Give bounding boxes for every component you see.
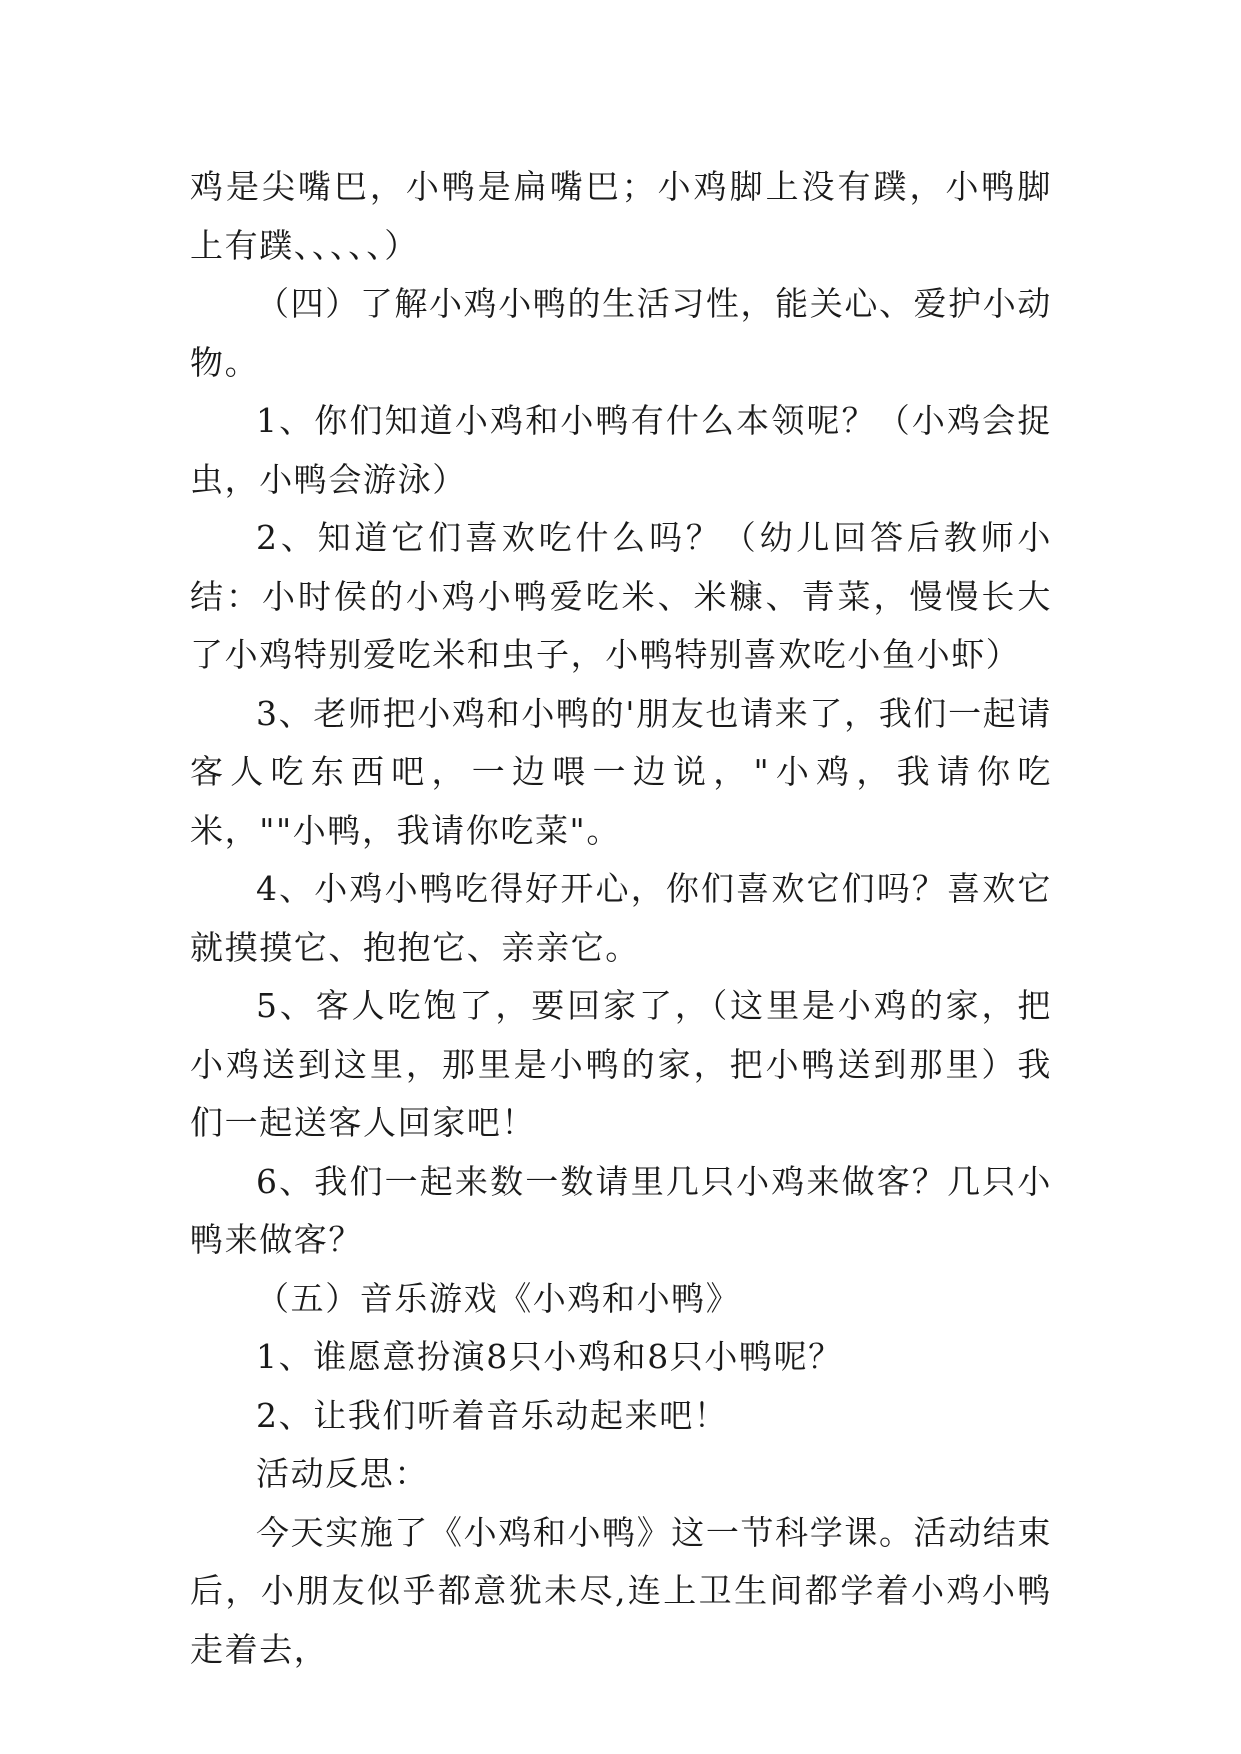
reflection-heading: 活动反思：	[256, 1454, 429, 1493]
section-heading: （四）了解小鸡小鸭的生活习性，能关心、爱护小动物。	[190, 284, 1052, 382]
paragraph: 今天实施了《小鸡和小鸭》这一节科学课。活动结束后，小朋友似乎都意犹未尽,连上卫生间都学着小鸡小鸭走着去，	[190, 1512, 1052, 1669]
paragraph: 1、你们知道小鸡和小鸭有什么本领呢？（小鸡会捉虫，小鸭会游泳）	[190, 401, 1052, 499]
paragraph: 5、客人吃饱了，要回家了，（这里是小鸡的家，把小鸡送到这里，那里是小鸭的家，把小鸭送到那里）我们一起送客人回家吧！	[190, 986, 1052, 1142]
paragraph: 1、谁愿意扮演8只小鸡和8只小鸭呢？	[256, 1337, 843, 1376]
paragraph: 3、老师把小鸡和小鸭的'朋友也请来了，我们一起请客人吃东西吧，一边喂一边说，"小鸡，我请你吃米，""小鸭，我请你吃菜"。	[190, 693, 1052, 850]
paragraph: 4、小鸡小鸭吃得好开心，你们喜欢它们吗？喜欢它就摸摸它、抱抱它、亲亲它。	[190, 869, 1052, 967]
paragraph: 鸡是尖嘴巴，小鸭是扁嘴巴；小鸡脚上没有蹼，小鸭脚上有蹼、、、、、）	[190, 167, 1052, 265]
section-heading: （五）音乐游戏《小鸡和小鸭》	[256, 1278, 741, 1318]
paragraph: 2、让我们听着音乐动起来吧！	[256, 1395, 729, 1435]
document-body	[190, 158, 1052, 1679]
paragraph: 6、我们一起来数一数请里几只小鸡来做客？几只小鸭来做客？	[190, 1161, 1052, 1259]
paragraph: 2、知道它们喜欢吃什么吗？（幼儿回答后教师小结：小时侯的小鸡小鸭爱吃米、米糠、青菜，慢慢长大了小鸡特别爱吃米和虫子，小鸭特别喜欢吃小鱼小虾）	[190, 518, 1052, 674]
